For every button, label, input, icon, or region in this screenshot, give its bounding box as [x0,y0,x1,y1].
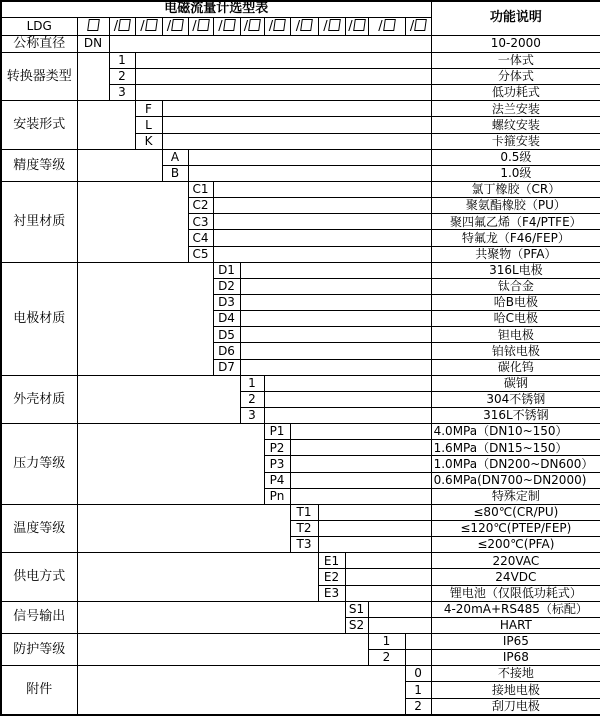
desc-cell: 碳钢 [431,375,600,391]
code-cell: 2 [240,391,264,407]
category-label: 精度等级 [1,149,77,181]
model-slot-cell [109,17,135,35]
category-label: 外壳材质 [1,375,77,423]
desc-cell: 1.0级 [431,165,600,181]
spacer-cell [240,343,431,359]
code-box-icon [118,19,131,31]
category-label: 电极材质 [1,262,77,375]
option-row [1,504,600,520]
desc-cell: 0.6MPa(DN700~DN2000) [431,472,600,488]
code-box-icon [87,19,100,31]
desc-cell: 哈C电极 [431,311,600,327]
code-cell: 1 [240,375,264,391]
code-cell: E1 [318,553,345,569]
spacer-cell [162,101,431,117]
desc-cell: IP65 [431,633,600,649]
spacer-cell [405,633,431,649]
spacer-cell [368,617,431,633]
desc-cell: 特殊定制 [431,488,600,504]
code-cell: A [162,149,188,165]
spacer-cell [318,504,431,520]
diameter-row [1,35,600,52]
code-cell: 3 [109,85,135,101]
category-label: 转换器类型 [1,52,77,100]
desc-cell: ≤120℃(PTEP/FEP) [431,520,600,536]
desc-cell: 低功耗式 [431,85,600,101]
desc-cell: HART [431,617,600,633]
code-cell: D2 [213,278,240,294]
spacer-cell [240,327,431,343]
table-title: 电磁流量计选型表 [1,1,431,17]
spacer-cell [290,472,431,488]
desc-cell: 4-20mA+RS485（标配） [431,601,600,617]
spacer-cell [188,149,431,165]
code-cell: Pn [264,488,290,504]
spacer-cell [345,585,431,601]
option-row [1,375,600,391]
spacer-cell [318,537,431,553]
spacer-cell [213,246,431,262]
desc-cell: 共聚物（PFA） [431,246,600,262]
code-cell: DN [77,35,109,52]
desc-cell: 螺纹安装 [431,117,600,133]
model-slot-cell [290,17,318,35]
slash-glyph: / [192,18,197,34]
code-cell: P3 [264,456,290,472]
spacer-cell [77,101,135,149]
code-box-icon [300,19,313,31]
spacer-cell [135,69,431,85]
category-label: 信号输出 [1,601,77,633]
code-cell: P1 [264,424,290,440]
code-cell: T3 [290,537,318,553]
desc-cell: 钽电极 [431,327,600,343]
desc-cell: 卡箍安装 [431,133,600,149]
desc-cell: 碳化钨 [431,359,600,375]
code-cell: 0 [405,666,431,682]
spacer-cell [240,294,431,310]
slash-glyph: / [268,18,274,34]
category-label: 压力等级 [1,424,77,505]
desc-cell: 1.6MPa（DN15~150） [431,440,600,456]
model-slot-cell [188,17,213,35]
spacer-cell [240,262,431,278]
code-cell: T1 [290,504,318,520]
desc-cell: ≤200℃(PFA) [431,537,600,553]
model-slot-cell [405,17,431,35]
code-cell: P4 [264,472,290,488]
spacer-cell [264,407,431,423]
code-cell: 1 [368,633,405,649]
code-cell: F [135,101,162,117]
spacer-cell [368,601,431,617]
option-row [1,149,600,165]
code-cell: P2 [264,440,290,456]
category-label: 防护等级 [1,633,77,665]
code-cell: D6 [213,343,240,359]
spacer-cell [213,198,431,214]
model-slot-cell [162,17,188,35]
model-slot-cell [318,17,345,35]
option-row [1,633,600,649]
spacer-cell [240,278,431,294]
model-box-cell [77,17,109,35]
desc-cell: IP68 [431,650,600,666]
code-cell: D5 [213,327,240,343]
spacer-cell [264,391,431,407]
spacer-cell [162,117,431,133]
spacer-cell [77,504,290,552]
spacer-cell [77,149,162,181]
spacer-cell [135,85,431,101]
code-cell: 1 [109,52,135,68]
spacer-cell [264,375,431,391]
desc-cell: 不接地 [431,666,600,682]
desc-cell: 304不锈钢 [431,391,600,407]
spacer-cell [109,35,431,52]
code-box-icon [197,19,210,31]
desc-cell: 聚氨酯橡胶（PU） [431,198,600,214]
category-label: 温度等级 [1,504,77,552]
code-cell: C1 [188,182,213,198]
code-cell: 2 [405,698,431,715]
slash-glyph: / [243,18,249,34]
spacer-cell [240,311,431,327]
category-label: 安装形式 [1,101,77,149]
spacer-cell [77,633,368,665]
desc-cell: 0.5级 [431,149,600,165]
code-box-icon [273,19,286,31]
spacer-cell [162,133,431,149]
spacer-cell [77,553,318,601]
spacer-cell [240,359,431,375]
spacer-cell [77,262,213,375]
category-label: 公称直径 [1,35,77,52]
slash-glyph: / [378,18,383,34]
code-cell: S1 [345,601,368,617]
desc-cell: 特氟龙（F46/FEP） [431,230,600,246]
model-slot-cell [240,17,264,35]
code-cell: K [135,133,162,149]
desc-cell: ≤80℃(CR/PU) [431,504,600,520]
slash-glyph: / [295,18,301,34]
code-cell: D1 [213,262,240,278]
spacer-cell [290,440,431,456]
code-cell: 1 [405,682,431,698]
function-column-header: 功能说明 [431,1,600,35]
code-box-icon [328,19,341,31]
model-slot-cell [135,17,162,35]
desc-cell: 哈B电极 [431,294,600,310]
code-cell: D7 [213,359,240,375]
option-row [1,424,600,440]
spacer-cell [290,488,431,504]
desc-cell: 氯丁橡胶（CR） [431,182,600,198]
code-box-icon [353,19,366,31]
spacer-cell [213,182,431,198]
code-cell: C2 [188,198,213,214]
code-cell: 3 [240,407,264,423]
code-box-icon [223,19,236,31]
spacer-cell [345,569,431,585]
slash-glyph: / [113,18,119,34]
spacer-cell [77,182,188,263]
category-label: 附件 [1,666,77,715]
option-row [1,262,600,278]
selection-table-body [1,1,600,715]
slash-glyph: / [140,18,145,34]
model-slot-cell [264,17,290,35]
spacer-cell [213,230,431,246]
spacer-cell [77,375,240,423]
code-cell: E2 [318,569,345,585]
desc-cell: 铂铱电极 [431,343,600,359]
code-box-icon [171,19,184,31]
desc-cell: 锂电池（仅限低功耗式） [431,585,600,601]
category-label: 衬里材质 [1,182,77,263]
code-box-icon [248,19,261,31]
spacer-cell [345,553,431,569]
slash-glyph: / [218,18,223,34]
spacer-cell [77,666,405,715]
code-cell: T2 [290,520,318,536]
category-label: 供电方式 [1,553,77,601]
desc-cell: 刮刀电极 [431,698,600,715]
desc-cell: 聚四氟乙烯（F4/PTFE） [431,214,600,230]
code-cell: D4 [213,311,240,327]
spacer-cell [135,52,431,68]
spacer-cell [188,165,431,181]
option-row [1,601,600,617]
desc-cell: 220VAC [431,553,600,569]
option-row [1,52,600,68]
slash-glyph: / [166,18,172,34]
desc-cell: 法兰安装 [431,101,600,117]
spacer-cell [318,520,431,536]
title-row [1,1,600,17]
code-cell: B [162,165,188,181]
desc-cell: 一体式 [431,52,600,68]
code-cell: E3 [318,585,345,601]
code-cell: S2 [345,617,368,633]
slash-glyph: / [348,18,353,34]
code-box-icon [383,19,396,31]
code-cell: C4 [188,230,213,246]
option-row [1,182,600,198]
desc-cell: 4.0MPa（DN10~150） [431,424,600,440]
desc-cell: 24VDC [431,569,600,585]
spacer-cell [290,424,431,440]
desc-cell: 1.0MPa（DN200~DN600） [431,456,600,472]
code-cell: 2 [368,650,405,666]
code-box-icon [414,19,427,31]
model-prefix-label: LDG [1,17,77,35]
code-cell: D3 [213,294,240,310]
desc-cell: 接地电极 [431,682,600,698]
model-slot-cell [213,17,240,35]
desc-cell: 316L电极 [431,262,600,278]
desc-cell: 分体式 [431,69,600,85]
option-row [1,553,600,569]
spacer-cell [77,601,345,633]
code-cell: 2 [109,69,135,85]
code-cell: C5 [188,246,213,262]
desc-cell: 316L不锈钢 [431,407,600,423]
model-slot-cell [345,17,368,35]
model-slot-cell [368,17,405,35]
code-box-icon [145,19,158,31]
code-cell: C3 [188,214,213,230]
slash-glyph: / [409,18,415,34]
spacer-cell [77,52,109,100]
spacer-cell [405,650,431,666]
spacer-cell [290,456,431,472]
option-row [1,666,600,682]
slash-glyph: / [323,18,328,34]
code-cell: L [135,117,162,133]
desc-cell: 钛合金 [431,278,600,294]
desc-cell: 10-2000 [431,35,600,52]
option-row [1,101,600,117]
spacer-cell [213,214,431,230]
spacer-cell [77,424,264,505]
